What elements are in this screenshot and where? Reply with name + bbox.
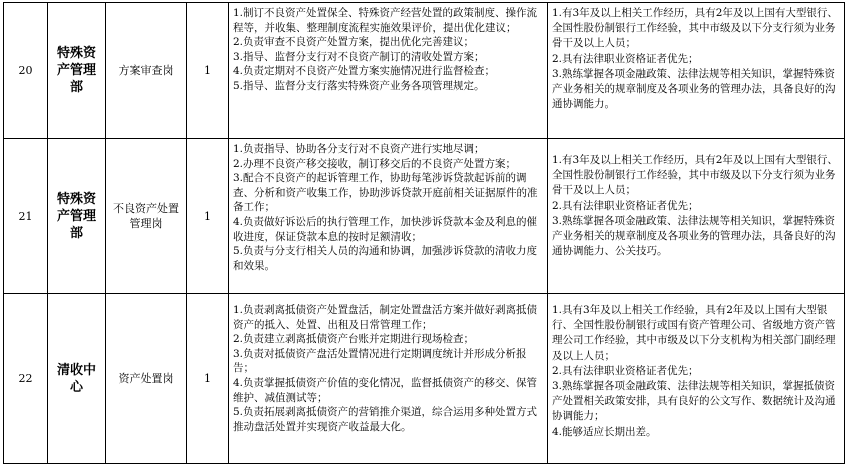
duties-cell bbox=[229, 294, 548, 463]
requirements-text: 1.有3年及以上相关工作经历，具有2年及以上国有大型银行、全国性股份制银行工作经验，其中市级及以下分支行须为业务骨干及以上人员； 2.具有法律职业资格证者优先； 3.熟练掌握各项金融政策、法律法规等相关知识，掌握特殊资产业务相关的规章制度及各项业务的管理办法，具备良好的沟通协调能力。 bbox=[552, 7, 838, 111]
table-row bbox=[4, 139, 844, 294]
requirements-cell bbox=[548, 3, 844, 138]
position-cell: 不良资产处置管理岗 bbox=[106, 139, 187, 293]
requirements-cell bbox=[548, 139, 844, 293]
requirements-text: 1.具有3年及以上相关工作经验，具有2年及以上国有大型银行、全国性股份制银行或国有资产管理公司、省级地方资产管理公司工作经验，其中市级及以下分支机构为相关部门副经理及以上人员； 2.具有法律职业资格证者优先； 3.熟练掌握各项金融政策、法律法规等相关知识，掌握抵债资产处置相关政策安排，具有良好的公文写作、数据统计及沟通协调能力； 4.能够适应长期出差。 bbox=[552, 304, 836, 438]
row-number: 20 bbox=[4, 3, 48, 138]
requirements-cell bbox=[548, 294, 844, 463]
headcount-cell: 1 bbox=[187, 294, 229, 463]
duties-text: 1.制订不良资产处置保全、特殊资产经营处置的政策制度、操作流程等，并收集、整理制度流程实施效果评价，提出优化建议； 2.负责审查不良资产处置方案，提出优化完善建议； 3.指导、监督分支行对不良资产制订的清收处置方案； 4.负责定期对不良资产处置方案实施情况进行监督检查； 5.指导、监督分支行落实特殊资产业务各项管理规定。 bbox=[233, 7, 538, 92]
headcount-cell: 1 bbox=[187, 3, 229, 138]
table-row bbox=[4, 294, 844, 463]
duties-text: 1.负责指导、协助各分支行对不良资产进行实地尽调； 2.办理不良资产移交接收，制订移交后的不良资产处置方案； 3.配合不良资产的起诉管理工作，协助每笔涉诉贷款起诉前的调查、分析和资产收集工作，协助涉诉贷款开庭前相关证据原件的准备工作； 4.负责做好诉讼后的执行管理工作，加快涉诉贷款本金及利息的催收进度，保证贷款本息的按时足额清收； 5.负责与分支行相关人员的沟通和协调，加强涉诉贷款的清收力度和效果。 bbox=[233, 143, 538, 272]
position-cell: 资产处置岗 bbox=[106, 294, 187, 463]
department-cell: 特殊资产管理部 bbox=[48, 3, 106, 138]
requirements-text: 1.有3年及以上相关工作经历，具有2年及以上国有大型银行、全国性股份制银行工作经验，其中市级及以下分支行须为业务骨干及以上人员； 2.具有法律职业资格证者优先； 3.熟练掌握各项金融政策、法律法规等相关知识，掌握特殊资产业务相关的规章制度及各项业务的管理办法，具备良好的沟通协调能力、公关技巧。 bbox=[552, 154, 838, 258]
duties-cell bbox=[229, 3, 548, 138]
duties-text: 1.负责剥离抵债资产处置盘活，制定处置盘活方案并做好剥离抵债资产的抵入、处置、出租及日常管理工作； 2.负责建立剥离抵债资产台账并定期进行现场检查； 3.负责对抵债资产盘活处置情况进行定期调度统计并形成分析报告； 4.负责掌握抵债资产价值的变化情况，监督抵债资产的移交、保管维护、减值测试等； 5.负责拓展剥离抵债资产的营销推介渠道，综合运用多种处置方式推动盘活处置并实现资产收益最大化。 bbox=[233, 304, 538, 433]
recruitment-table bbox=[3, 2, 845, 464]
duties-cell bbox=[229, 139, 548, 293]
row-number: 21 bbox=[4, 139, 48, 293]
headcount-cell: 1 bbox=[187, 139, 229, 293]
position-cell: 方案审查岗 bbox=[106, 3, 187, 138]
department-cell: 清收中心 bbox=[48, 294, 106, 463]
table-row bbox=[4, 3, 844, 139]
row-number: 22 bbox=[4, 294, 48, 463]
department-cell: 特殊资产管理部 bbox=[48, 139, 106, 293]
